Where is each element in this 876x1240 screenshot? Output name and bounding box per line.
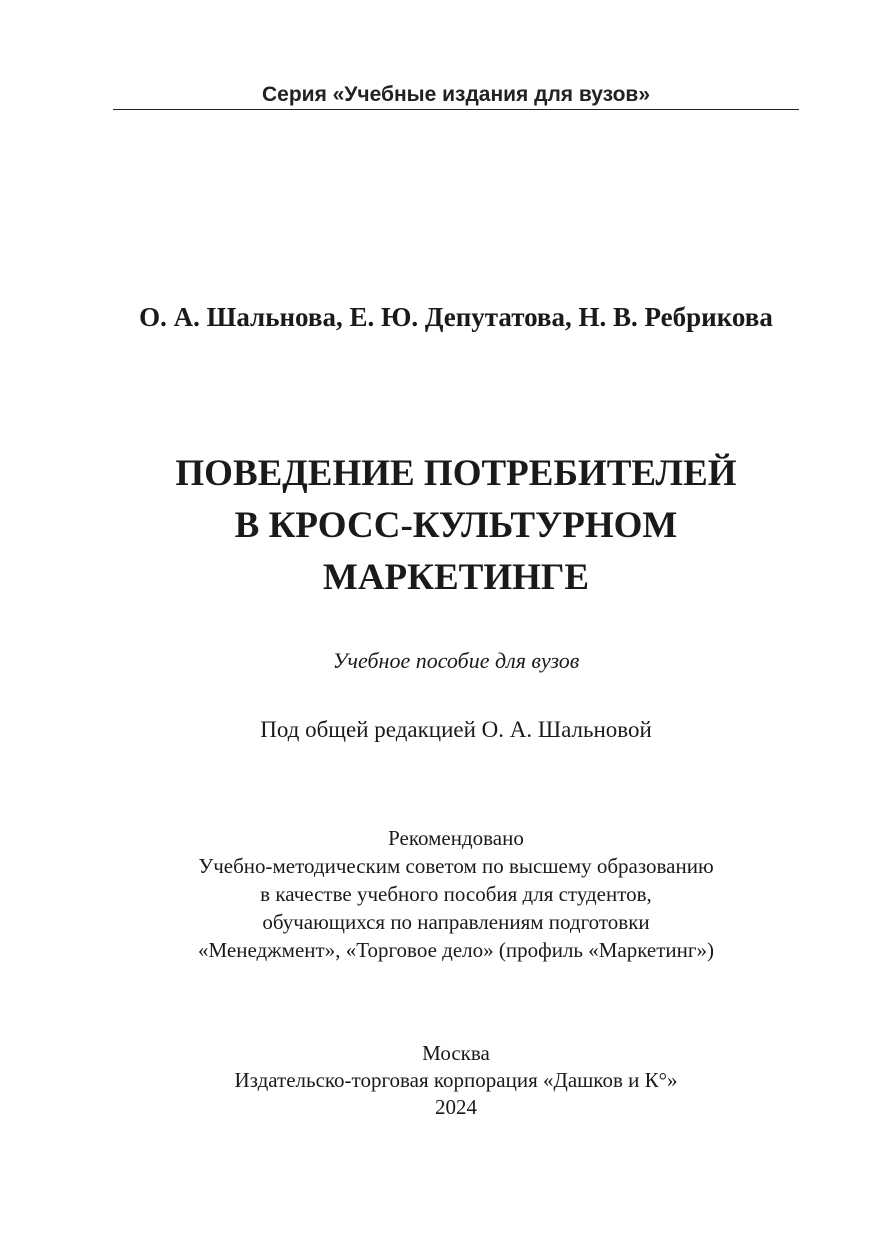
series-name: Серия «Учебные издания для вузов» (261, 83, 651, 106)
book-title-line: В КРОСС-КУЛЬТУРНОМ (234, 505, 678, 546)
editor-credit: Под общей редакцией О. А. Шальновой (260, 717, 652, 742)
recommendation-line: «Менеджмент», «Торговое дело» (профиль «Маркетинг») (197, 938, 715, 962)
recommendation-line: в качестве учебного пособия для студентов, (260, 882, 652, 906)
recommendation-line: Рекомендовано (388, 826, 524, 850)
authors: О. А. Шальнова, Е. Ю. Депутатова, Н. В. Ребрикова (139, 302, 773, 332)
series-divider (113, 109, 799, 110)
book-title-line: ПОВЕДЕНИЕ ПОТРЕБИТЕЛЕЙ (175, 453, 737, 494)
recommendation-line: Учебно-методическим советом по высшему образованию (198, 854, 714, 878)
book-title-line: МАРКЕТИНГЕ (322, 557, 590, 598)
imprint-year: 2024 (435, 1095, 477, 1119)
imprint-city: Москва (422, 1041, 490, 1065)
book-title (0, 448, 876, 604)
imprint (0, 1040, 876, 1121)
imprint-publisher: Издательско-торговая корпорация «Дашков и К°» (234, 1068, 678, 1092)
recommendation-line: обучающихся по направлениям подготовки (262, 910, 650, 934)
recommendation-block (0, 824, 876, 964)
book-subtitle: Учебное пособие для вузов (332, 648, 580, 673)
